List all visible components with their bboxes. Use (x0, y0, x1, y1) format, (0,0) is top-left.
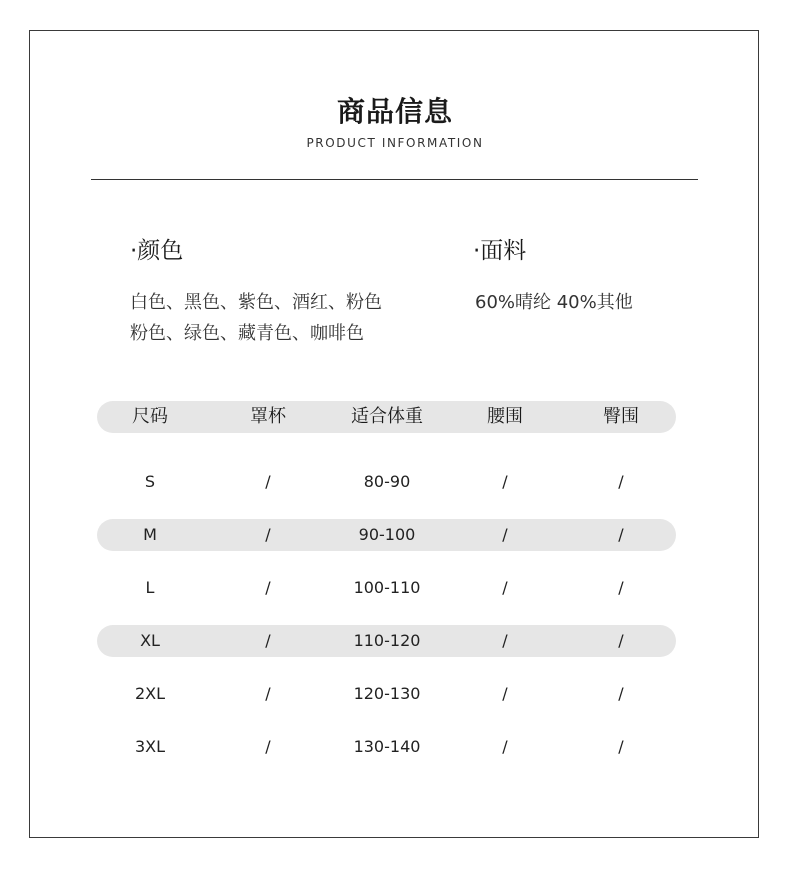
cell-weight: 130-140 (353, 737, 421, 756)
cell-size: XL (140, 631, 160, 650)
column-header-size: 尺码 (132, 406, 168, 427)
fabric-section (473, 237, 633, 318)
table-row (97, 466, 676, 498)
cell-hip: / (618, 525, 624, 544)
table-row (97, 572, 676, 604)
fabric-list (473, 287, 633, 318)
cell-cup: / (265, 578, 271, 597)
table-row (97, 678, 676, 710)
color-section (130, 237, 382, 349)
column-header-waist: 腰围 (487, 406, 523, 427)
header-divider (91, 179, 698, 180)
cell-size: M (143, 525, 157, 544)
cell-cup: / (265, 472, 271, 491)
cell-size: L (145, 578, 155, 597)
cell-weight: 90-100 (358, 525, 416, 544)
cell-hip: / (618, 578, 624, 597)
color-list (130, 287, 382, 349)
page-title: 商品信息 (336, 95, 453, 128)
cell-waist: / (502, 737, 508, 756)
page-frame (29, 30, 759, 838)
table-row (97, 731, 676, 763)
cell-size: 3XL (134, 737, 166, 756)
color-line: 粉色、绿色、藏青色、咖啡色 (130, 323, 364, 344)
table-header-row (97, 401, 676, 433)
page-subtitle: PRODUCT INFORMATION (306, 136, 484, 150)
fabric-heading: ·面料 (473, 238, 527, 264)
cell-cup: / (265, 737, 271, 756)
column-header-hip: 臀围 (603, 406, 639, 427)
cell-hip: / (618, 631, 624, 650)
cell-weight: 100-110 (353, 578, 421, 597)
cell-waist: / (502, 684, 508, 703)
cell-weight: 120-130 (353, 684, 421, 703)
cell-waist: / (502, 525, 508, 544)
color-heading: ·颜色 (130, 238, 184, 264)
color-line: 白色、黑色、紫色、酒红、粉色 (130, 292, 382, 313)
cell-weight: 110-120 (353, 631, 421, 650)
cell-waist: / (502, 472, 508, 491)
cell-size: 2XL (134, 684, 166, 703)
table-row (97, 625, 676, 657)
cell-hip: / (618, 472, 624, 491)
column-header-weight: 适合体重 (351, 406, 423, 427)
cell-size: S (144, 472, 156, 491)
cell-waist: / (502, 631, 508, 650)
cell-hip: / (618, 737, 624, 756)
column-header-cup: 罩杯 (250, 406, 286, 427)
fabric-line: 60%晴纶 40%其他 (475, 292, 633, 313)
table-row (97, 519, 676, 551)
cell-cup: / (265, 631, 271, 650)
cell-weight: 80-90 (363, 472, 411, 491)
cell-cup: / (265, 525, 271, 544)
cell-hip: / (618, 684, 624, 703)
cell-cup: / (265, 684, 271, 703)
cell-waist: / (502, 578, 508, 597)
